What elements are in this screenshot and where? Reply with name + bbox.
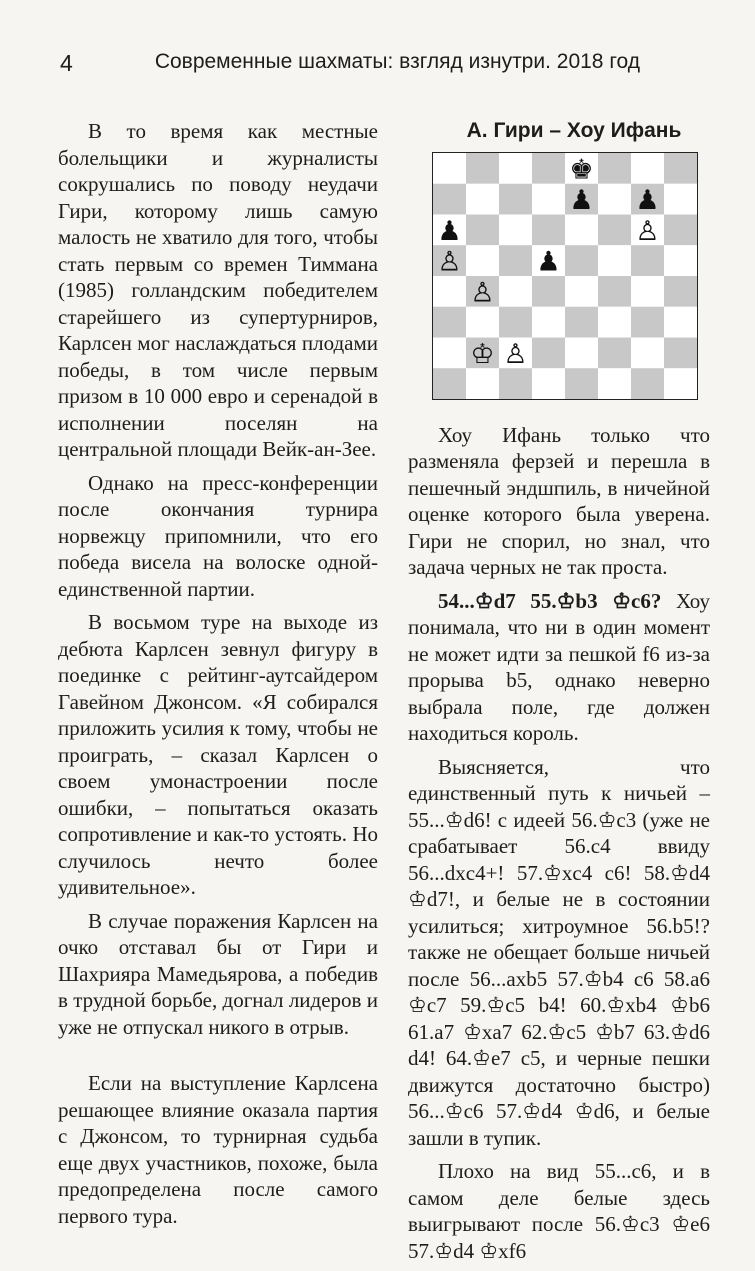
white-pawn-icon: ♙: [437, 246, 462, 278]
paragraph: [408, 588, 710, 747]
board-square: [664, 153, 697, 184]
board-square: [631, 245, 664, 276]
page-number: 4: [60, 50, 73, 76]
board-square: [598, 276, 631, 307]
board-square: [499, 276, 532, 307]
board-square: [664, 368, 697, 399]
board-square: [565, 368, 598, 399]
paragraph: В то время как местные болельщики и журналисты сокрушались по поводу неудачи Гири, которому лишь самую малость не хватило для того, чтобы стать первым со времен Тиммана (1985) голландским победителем старейшего из супертурниров, Карлсен мог наслаждаться плодами победы, в том числе первым призом в 10 000 евро и серенадой в исполнении поселян на центральной площади Вейк-ан-Зее.: [58, 119, 378, 461]
black-pawn-icon: ♟: [635, 184, 660, 216]
board-square: [532, 337, 565, 368]
board-square: [565, 276, 598, 307]
board-square: [466, 183, 499, 214]
move-sequence: 54...♔d7 55.♔b3 ♔c6?: [438, 588, 662, 613]
board-square: [466, 368, 499, 399]
board-square: [433, 183, 466, 214]
paragraph: В случае поражения Карлсен на очко отставал бы от Гири и Шахрияра Мамедьярова, а победив в трудной борьбе, догнал лидеров и уже не отпускал никого в отрыв.: [58, 908, 378, 1039]
board-square: [631, 368, 664, 399]
board-square: [664, 276, 697, 307]
board-square: [433, 337, 466, 368]
running-title: Современные шахматы: взгляд изнутри. 2018 год: [154, 50, 640, 73]
board-square: [532, 276, 565, 307]
white-pawn-icon: ♙: [470, 276, 495, 308]
board-square: [598, 183, 631, 214]
board-square: [664, 245, 697, 276]
white-pawn-icon: ♙: [635, 215, 660, 247]
paragraph: Выясняется, что единственный путь к ничьей – 55...♔d6! с идеей 56.♔c3 (уже не срабатывает 56.c4 ввиду 56...dxc4+! 57.♔xc4 c6! 58.♔d4 ♔d7!, и белые не в состоянии усилиться; хитроумное 56.b5!? также не обещает больше ничьей после 56...axb5 57.♔b4 c6 58.a6 ♔c7 59.♔c5 b4! 60.♔xb4 ♔b6 61.a7 ♔xa7 62.♔c5 ♔b7 63.♔d6 d4! 64.♔e7 c5, и черные пешки движутся достаточно быстро) 56...♔c6 57.♔d4 ♔d6, и белые зашли в тупик.: [408, 754, 710, 1150]
board-square: [664, 183, 697, 214]
board-square: [433, 368, 466, 399]
board-square: [433, 306, 466, 337]
paragraph: Плохо на вид 55...c6, и в самом деле белые здесь выигрывают после 56.♔c3 ♔e6 57.♔d4 ♔xf6: [408, 1159, 710, 1263]
move-commentary: Хоу понимала, что ни в один момент не может идти за пешкой f6 из-за прорыва b5, однако неверно выбрала поле, где должен находиться король.: [408, 588, 710, 745]
board-square: [565, 337, 598, 368]
board-square: [631, 337, 664, 368]
board-square: [532, 183, 565, 214]
board-square: [664, 337, 697, 368]
black-pawn-icon: ♟: [536, 246, 561, 278]
board-square: [433, 153, 466, 184]
chess-board: [433, 153, 697, 399]
board-square: [466, 214, 499, 245]
board-square: [631, 306, 664, 337]
board-square: [499, 183, 532, 214]
board-square: [532, 306, 565, 337]
black-king-icon: ♚: [569, 153, 594, 185]
black-pawn-icon: ♟: [437, 215, 462, 247]
board-square: [565, 306, 598, 337]
left-column: [58, 118, 378, 1236]
board-square: [499, 306, 532, 337]
board-square: [499, 368, 532, 399]
board-square: [598, 245, 631, 276]
game-title: А. Гири – Хоу Ифань: [466, 119, 682, 142]
board-square: [598, 214, 631, 245]
board-square: [499, 214, 532, 245]
paragraph: Однако на пресс-конференции после окончания турнира норвежцу припомнили, что его победа висела на волоске одной-единственной партии.: [58, 470, 378, 601]
board-square: [433, 276, 466, 307]
right-column: [408, 118, 710, 1271]
board-square: [565, 245, 598, 276]
board-square: [598, 337, 631, 368]
board-square: [598, 153, 631, 184]
white-pawn-icon: ♙: [503, 338, 528, 370]
board-square: [466, 306, 499, 337]
board-square: [466, 153, 499, 184]
paragraph: Хоу Ифань только что разменяла ферзей и перешла в пешечный эндшпиль, в ничейной оценке которого была уверена. Гири не спорил, но знал, что задача черных не так проста.: [408, 422, 710, 579]
paragraph: Если на выступление Карлсена решающее влияние оказала партия с Джонсом, то турнирная судьба еще двух участников, похоже, была предопределена после самого первого тура.: [58, 1071, 378, 1228]
board-square: [664, 214, 697, 245]
board-square: [598, 306, 631, 337]
board-square: [532, 368, 565, 399]
board-square: [631, 276, 664, 307]
board-square: [664, 306, 697, 337]
chess-diagram: [432, 152, 698, 400]
paragraph: В восьмом туре на выходе из дебюта Карлсен зевнул фигуру в поединке с рейтинг-аутсайдером Гавейном Джонсом. «Я собирался приложить усилия к тому, чтобы не проиграть, – сказал Карлсен о своем умонастроении после ошибки, – попытаться оказать сопротивление и как-то устоять. Но случилось нечто более удивительное».: [58, 610, 378, 899]
board-square: [499, 245, 532, 276]
board-square: [565, 214, 598, 245]
board-square: [631, 153, 664, 184]
page-header: [60, 50, 700, 86]
board-square: [598, 368, 631, 399]
board-square: [532, 214, 565, 245]
black-pawn-icon: ♟: [569, 184, 594, 216]
white-king-icon: ♔: [470, 338, 495, 370]
board-square: [499, 153, 532, 184]
board-square: [466, 245, 499, 276]
board-square: [532, 153, 565, 184]
